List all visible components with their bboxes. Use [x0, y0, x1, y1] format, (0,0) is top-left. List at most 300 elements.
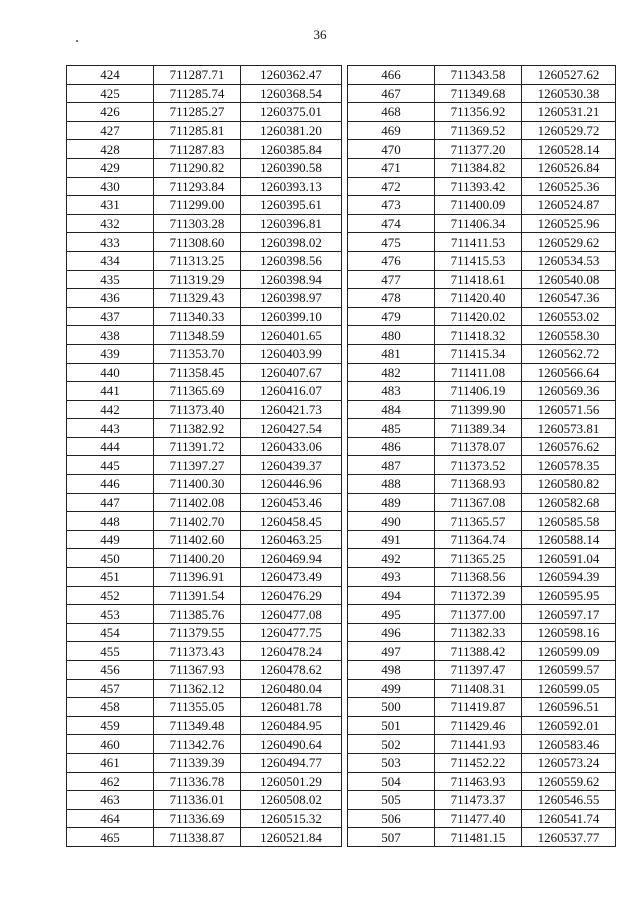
- x-coordinate-cell: 711362.12: [154, 679, 241, 698]
- point-number-cell: 472: [348, 177, 435, 196]
- x-coordinate-cell: 711364.74: [435, 530, 522, 549]
- x-coordinate-cell: 711355.05: [154, 698, 241, 717]
- point-number-cell: 485: [348, 419, 435, 438]
- x-coordinate-cell: 711378.07: [435, 437, 522, 456]
- x-coordinate-cell: 711373.52: [435, 456, 522, 475]
- point-number-cell: 433: [67, 233, 154, 252]
- table-row: [67, 605, 342, 624]
- table-row: [67, 530, 342, 549]
- table-row: [348, 828, 616, 847]
- page-number: 36: [313, 27, 327, 42]
- table-row: [67, 344, 342, 363]
- y-coordinate-cell: 1260525.36: [522, 177, 616, 196]
- point-number-cell: 467: [348, 84, 435, 103]
- x-coordinate-cell: 711382.92: [154, 419, 241, 438]
- table-row: [67, 716, 342, 735]
- y-coordinate-cell: 1260599.09: [522, 642, 616, 661]
- table-row: [67, 177, 342, 196]
- table-row: [348, 623, 616, 642]
- x-coordinate-cell: 711368.56: [435, 568, 522, 587]
- y-coordinate-cell: 1260469.94: [241, 549, 342, 568]
- point-number-cell: 453: [67, 605, 154, 624]
- x-coordinate-cell: 711397.47: [435, 661, 522, 680]
- point-number-cell: 434: [67, 251, 154, 270]
- y-coordinate-cell: 1260515.32: [241, 809, 342, 828]
- table-row: [348, 419, 616, 438]
- x-coordinate-cell: 711342.76: [154, 735, 241, 754]
- point-number-cell: 447: [67, 493, 154, 512]
- y-coordinate-cell: 1260481.78: [241, 698, 342, 717]
- table-row: [348, 716, 616, 735]
- table-row: [67, 586, 342, 605]
- table-row: [67, 84, 342, 103]
- y-coordinate-cell: 1260395.61: [241, 196, 342, 215]
- table-row: [348, 140, 616, 159]
- point-number-cell: 449: [67, 530, 154, 549]
- table-row: [67, 140, 342, 159]
- point-number-cell: 490: [348, 512, 435, 531]
- x-coordinate-cell: 711336.78: [154, 772, 241, 791]
- table-row: [67, 419, 342, 438]
- point-number-cell: 494: [348, 586, 435, 605]
- table-row: [348, 493, 616, 512]
- x-coordinate-cell: 711391.72: [154, 437, 241, 456]
- point-number-cell: 430: [67, 177, 154, 196]
- point-number-cell: 431: [67, 196, 154, 215]
- y-coordinate-cell: 1260537.77: [522, 828, 616, 847]
- table-row: [67, 735, 342, 754]
- y-coordinate-cell: 1260399.10: [241, 307, 342, 326]
- x-coordinate-cell: 711379.55: [154, 623, 241, 642]
- y-coordinate-cell: 1260573.81: [522, 419, 616, 438]
- y-coordinate-cell: 1260571.56: [522, 400, 616, 419]
- point-number-cell: 448: [67, 512, 154, 531]
- x-coordinate-cell: 711377.20: [435, 140, 522, 159]
- point-number-cell: 477: [348, 270, 435, 289]
- table-row: [348, 642, 616, 661]
- point-number-cell: 456: [67, 661, 154, 680]
- table-row: [348, 251, 616, 270]
- x-coordinate-cell: 711367.08: [435, 493, 522, 512]
- x-coordinate-cell: 711356.92: [435, 103, 522, 122]
- point-number-cell: 425: [67, 84, 154, 103]
- table-row: [348, 661, 616, 680]
- x-coordinate-cell: 711336.01: [154, 791, 241, 810]
- y-coordinate-cell: 1260591.04: [522, 549, 616, 568]
- x-coordinate-cell: 711299.00: [154, 196, 241, 215]
- x-coordinate-cell: 711429.46: [435, 716, 522, 735]
- point-number-cell: 488: [348, 475, 435, 494]
- point-number-cell: 474: [348, 214, 435, 233]
- x-coordinate-cell: 711463.93: [435, 772, 522, 791]
- coordinates-table-left: [66, 65, 342, 847]
- y-coordinate-cell: 1260480.04: [241, 679, 342, 698]
- y-coordinate-cell: 1260521.84: [241, 828, 342, 847]
- y-coordinate-cell: 1260501.29: [241, 772, 342, 791]
- x-coordinate-cell: 711285.27: [154, 103, 241, 122]
- point-number-cell: 480: [348, 326, 435, 345]
- x-coordinate-cell: 711290.82: [154, 158, 241, 177]
- y-coordinate-cell: 1260458.45: [241, 512, 342, 531]
- y-coordinate-cell: 1260531.21: [522, 103, 616, 122]
- table-row: [348, 456, 616, 475]
- table-row: [348, 605, 616, 624]
- y-coordinate-cell: 1260569.36: [522, 382, 616, 401]
- point-number-cell: 465: [67, 828, 154, 847]
- x-coordinate-cell: 711406.34: [435, 214, 522, 233]
- y-coordinate-cell: 1260553.02: [522, 307, 616, 326]
- point-number-cell: 462: [67, 772, 154, 791]
- x-coordinate-cell: 711368.93: [435, 475, 522, 494]
- y-coordinate-cell: 1260530.38: [522, 84, 616, 103]
- table-row: [67, 196, 342, 215]
- x-coordinate-cell: 711285.81: [154, 121, 241, 140]
- point-number-cell: 424: [67, 66, 154, 85]
- table-row: [348, 214, 616, 233]
- y-coordinate-cell: 1260398.02: [241, 233, 342, 252]
- x-coordinate-cell: 711400.30: [154, 475, 241, 494]
- y-coordinate-cell: 1260529.62: [522, 233, 616, 252]
- point-number-cell: 445: [67, 456, 154, 475]
- y-coordinate-cell: 1260529.72: [522, 121, 616, 140]
- point-number-cell: 440: [67, 363, 154, 382]
- y-coordinate-cell: 1260403.99: [241, 344, 342, 363]
- table-row: [348, 679, 616, 698]
- point-number-cell: 486: [348, 437, 435, 456]
- table-row: [348, 772, 616, 791]
- y-coordinate-cell: 1260583.46: [522, 735, 616, 754]
- y-coordinate-cell: 1260433.06: [241, 437, 342, 456]
- point-number-cell: 473: [348, 196, 435, 215]
- x-coordinate-cell: 711473.37: [435, 791, 522, 810]
- y-coordinate-cell: 1260398.56: [241, 251, 342, 270]
- x-coordinate-cell: 711308.60: [154, 233, 241, 252]
- table-row: [67, 400, 342, 419]
- point-number-cell: 484: [348, 400, 435, 419]
- point-number-cell: 504: [348, 772, 435, 791]
- y-coordinate-cell: 1260446.96: [241, 475, 342, 494]
- y-coordinate-cell: 1260588.14: [522, 530, 616, 549]
- x-coordinate-cell: 711441.93: [435, 735, 522, 754]
- point-number-cell: 460: [67, 735, 154, 754]
- table-row: [348, 270, 616, 289]
- point-number-cell: 441: [67, 382, 154, 401]
- x-coordinate-cell: 711372.39: [435, 586, 522, 605]
- y-coordinate-cell: 1260375.01: [241, 103, 342, 122]
- table-row: [348, 84, 616, 103]
- table-row: [67, 103, 342, 122]
- table-row: [348, 735, 616, 754]
- y-coordinate-cell: 1260528.14: [522, 140, 616, 159]
- y-coordinate-cell: 1260594.39: [522, 568, 616, 587]
- table-row: [348, 103, 616, 122]
- point-number-cell: 505: [348, 791, 435, 810]
- point-number-cell: 446: [67, 475, 154, 494]
- table-row: [348, 791, 616, 810]
- point-number-cell: 435: [67, 270, 154, 289]
- x-coordinate-cell: 711329.43: [154, 289, 241, 308]
- y-coordinate-cell: 1260477.75: [241, 623, 342, 642]
- point-number-cell: 432: [67, 214, 154, 233]
- point-number-cell: 499: [348, 679, 435, 698]
- x-coordinate-cell: 711420.02: [435, 307, 522, 326]
- point-number-cell: 464: [67, 809, 154, 828]
- y-coordinate-cell: 1260407.67: [241, 363, 342, 382]
- point-number-cell: 438: [67, 326, 154, 345]
- y-coordinate-cell: 1260381.20: [241, 121, 342, 140]
- point-number-cell: 457: [67, 679, 154, 698]
- y-coordinate-cell: 1260585.58: [522, 512, 616, 531]
- x-coordinate-cell: 711411.53: [435, 233, 522, 252]
- y-coordinate-cell: 1260541.74: [522, 809, 616, 828]
- point-number-cell: 437: [67, 307, 154, 326]
- y-coordinate-cell: 1260490.64: [241, 735, 342, 754]
- table-row: [348, 530, 616, 549]
- x-coordinate-cell: 711389.34: [435, 419, 522, 438]
- x-coordinate-cell: 711285.74: [154, 84, 241, 103]
- point-number-cell: 427: [67, 121, 154, 140]
- x-coordinate-cell: 711399.90: [435, 400, 522, 419]
- x-coordinate-cell: 711400.20: [154, 549, 241, 568]
- y-coordinate-cell: 1260598.16: [522, 623, 616, 642]
- table-row: [67, 270, 342, 289]
- table-row: [67, 549, 342, 568]
- table-row: [348, 753, 616, 772]
- table-row: [348, 196, 616, 215]
- scan-artifact-dot: [76, 40, 78, 42]
- table-row: [67, 158, 342, 177]
- x-coordinate-cell: 711365.57: [435, 512, 522, 531]
- table-row: [348, 233, 616, 252]
- x-coordinate-cell: 711385.76: [154, 605, 241, 624]
- x-coordinate-cell: 711397.27: [154, 456, 241, 475]
- y-coordinate-cell: 1260595.95: [522, 586, 616, 605]
- point-number-cell: 476: [348, 251, 435, 270]
- y-coordinate-cell: 1260439.37: [241, 456, 342, 475]
- y-coordinate-cell: 1260453.46: [241, 493, 342, 512]
- table-row: [67, 493, 342, 512]
- table-row: [348, 568, 616, 587]
- table-row: [67, 437, 342, 456]
- point-number-cell: 468: [348, 103, 435, 122]
- y-coordinate-cell: 1260547.36: [522, 289, 616, 308]
- y-coordinate-cell: 1260527.62: [522, 66, 616, 85]
- x-coordinate-cell: 711336.69: [154, 809, 241, 828]
- table-row: [67, 809, 342, 828]
- y-coordinate-cell: 1260562.72: [522, 344, 616, 363]
- x-coordinate-cell: 711420.40: [435, 289, 522, 308]
- y-coordinate-cell: 1260427.54: [241, 419, 342, 438]
- y-coordinate-cell: 1260463.25: [241, 530, 342, 549]
- table-row: [348, 437, 616, 456]
- x-coordinate-cell: 711349.68: [435, 84, 522, 103]
- table-row: [67, 568, 342, 587]
- x-coordinate-cell: 711348.59: [154, 326, 241, 345]
- y-coordinate-cell: 1260566.64: [522, 363, 616, 382]
- table-row: [348, 363, 616, 382]
- x-coordinate-cell: 711373.40: [154, 400, 241, 419]
- table-row: [348, 809, 616, 828]
- x-coordinate-cell: 711358.45: [154, 363, 241, 382]
- y-coordinate-cell: 1260484.95: [241, 716, 342, 735]
- point-number-cell: 496: [348, 623, 435, 642]
- point-number-cell: 443: [67, 419, 154, 438]
- point-number-cell: 436: [67, 289, 154, 308]
- table-row: [67, 698, 342, 717]
- y-coordinate-cell: 1260396.81: [241, 214, 342, 233]
- table-row: [348, 121, 616, 140]
- point-number-cell: 482: [348, 363, 435, 382]
- coordinates-table-left-body: [67, 66, 342, 847]
- x-coordinate-cell: 711287.71: [154, 66, 241, 85]
- point-number-cell: 428: [67, 140, 154, 159]
- y-coordinate-cell: 1260385.84: [241, 140, 342, 159]
- point-number-cell: 492: [348, 549, 435, 568]
- table-row: [67, 363, 342, 382]
- point-number-cell: 442: [67, 400, 154, 419]
- point-number-cell: 454: [67, 623, 154, 642]
- y-coordinate-cell: 1260398.97: [241, 289, 342, 308]
- table-row: [67, 772, 342, 791]
- point-number-cell: 493: [348, 568, 435, 587]
- x-coordinate-cell: 711369.52: [435, 121, 522, 140]
- x-coordinate-cell: 711338.87: [154, 828, 241, 847]
- table-row: [348, 177, 616, 196]
- y-coordinate-cell: 1260558.30: [522, 326, 616, 345]
- x-coordinate-cell: 711303.28: [154, 214, 241, 233]
- point-number-cell: 444: [67, 437, 154, 456]
- table-row: [67, 753, 342, 772]
- point-number-cell: 466: [348, 66, 435, 85]
- point-number-cell: 458: [67, 698, 154, 717]
- x-coordinate-cell: 711396.91: [154, 568, 241, 587]
- y-coordinate-cell: 1260540.08: [522, 270, 616, 289]
- y-coordinate-cell: 1260578.35: [522, 456, 616, 475]
- y-coordinate-cell: 1260599.57: [522, 661, 616, 680]
- coordinates-table-right: [347, 65, 616, 847]
- x-coordinate-cell: 711349.48: [154, 716, 241, 735]
- y-coordinate-cell: 1260596.51: [522, 698, 616, 717]
- y-coordinate-cell: 1260473.49: [241, 568, 342, 587]
- x-coordinate-cell: 711313.25: [154, 251, 241, 270]
- table-row: [348, 549, 616, 568]
- y-coordinate-cell: 1260525.96: [522, 214, 616, 233]
- point-number-cell: 487: [348, 456, 435, 475]
- x-coordinate-cell: 711377.00: [435, 605, 522, 624]
- point-number-cell: 502: [348, 735, 435, 754]
- point-number-cell: 491: [348, 530, 435, 549]
- y-coordinate-cell: 1260534.53: [522, 251, 616, 270]
- y-coordinate-cell: 1260592.01: [522, 716, 616, 735]
- table-row: [348, 326, 616, 345]
- table-row: [67, 623, 342, 642]
- table-row: [348, 66, 616, 85]
- point-number-cell: 463: [67, 791, 154, 810]
- x-coordinate-cell: 711367.93: [154, 661, 241, 680]
- point-number-cell: 469: [348, 121, 435, 140]
- y-coordinate-cell: 1260421.73: [241, 400, 342, 419]
- point-number-cell: 478: [348, 289, 435, 308]
- table-row: [348, 400, 616, 419]
- x-coordinate-cell: 711365.69: [154, 382, 241, 401]
- table-row: [67, 456, 342, 475]
- table-row: [67, 382, 342, 401]
- y-coordinate-cell: 1260494.77: [241, 753, 342, 772]
- point-number-cell: 470: [348, 140, 435, 159]
- table-row: [67, 66, 342, 85]
- point-number-cell: 501: [348, 716, 435, 735]
- x-coordinate-cell: 711373.43: [154, 642, 241, 661]
- table-row: [67, 326, 342, 345]
- x-coordinate-cell: 711400.09: [435, 196, 522, 215]
- x-coordinate-cell: 711402.60: [154, 530, 241, 549]
- point-number-cell: 498: [348, 661, 435, 680]
- point-number-cell: 426: [67, 103, 154, 122]
- table-row: [348, 344, 616, 363]
- x-coordinate-cell: 711382.33: [435, 623, 522, 642]
- table-row: [348, 586, 616, 605]
- y-coordinate-cell: 1260526.84: [522, 158, 616, 177]
- y-coordinate-cell: 1260508.02: [241, 791, 342, 810]
- point-number-cell: 495: [348, 605, 435, 624]
- x-coordinate-cell: 711415.34: [435, 344, 522, 363]
- point-number-cell: 429: [67, 158, 154, 177]
- coordinates-table-right-body: [348, 66, 616, 847]
- x-coordinate-cell: 711340.33: [154, 307, 241, 326]
- point-number-cell: 452: [67, 586, 154, 605]
- y-coordinate-cell: 1260477.08: [241, 605, 342, 624]
- table-row: [348, 475, 616, 494]
- x-coordinate-cell: 711481.15: [435, 828, 522, 847]
- table-row: [67, 642, 342, 661]
- x-coordinate-cell: 711408.31: [435, 679, 522, 698]
- x-coordinate-cell: 711402.08: [154, 493, 241, 512]
- table-row: [67, 233, 342, 252]
- x-coordinate-cell: 711353.70: [154, 344, 241, 363]
- coordinates-table-container: [66, 65, 616, 847]
- point-number-cell: 450: [67, 549, 154, 568]
- x-coordinate-cell: 711418.32: [435, 326, 522, 345]
- x-coordinate-cell: 711419.87: [435, 698, 522, 717]
- x-coordinate-cell: 711339.39: [154, 753, 241, 772]
- point-number-cell: 483: [348, 382, 435, 401]
- point-number-cell: 497: [348, 642, 435, 661]
- y-coordinate-cell: 1260393.13: [241, 177, 342, 196]
- table-row: [67, 307, 342, 326]
- x-coordinate-cell: 711388.42: [435, 642, 522, 661]
- y-coordinate-cell: 1260401.65: [241, 326, 342, 345]
- point-number-cell: 500: [348, 698, 435, 717]
- y-coordinate-cell: 1260368.54: [241, 84, 342, 103]
- table-row: [348, 307, 616, 326]
- point-number-cell: 461: [67, 753, 154, 772]
- point-number-cell: 506: [348, 809, 435, 828]
- y-coordinate-cell: 1260597.17: [522, 605, 616, 624]
- x-coordinate-cell: 711411.08: [435, 363, 522, 382]
- y-coordinate-cell: 1260476.29: [241, 586, 342, 605]
- y-coordinate-cell: 1260390.58: [241, 158, 342, 177]
- table-row: [67, 289, 342, 308]
- x-coordinate-cell: 711418.61: [435, 270, 522, 289]
- x-coordinate-cell: 711287.83: [154, 140, 241, 159]
- table-row: [348, 512, 616, 531]
- point-number-cell: 489: [348, 493, 435, 512]
- x-coordinate-cell: 711393.42: [435, 177, 522, 196]
- table-row: [348, 289, 616, 308]
- y-coordinate-cell: 1260546.55: [522, 791, 616, 810]
- point-number-cell: 503: [348, 753, 435, 772]
- y-coordinate-cell: 1260582.68: [522, 493, 616, 512]
